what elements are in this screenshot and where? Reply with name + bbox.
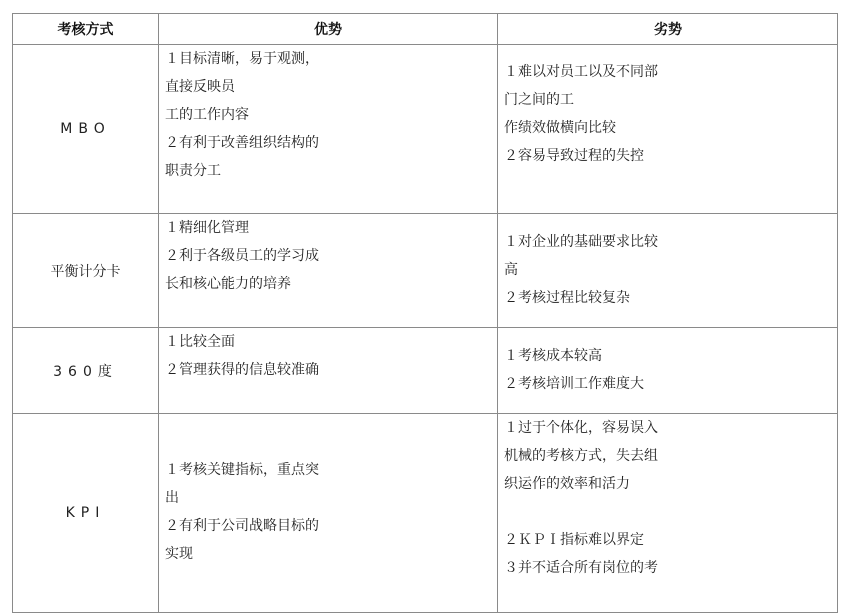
- text-line: ２容易导致过程的失控: [504, 148, 644, 164]
- method-cell: MBO: [60, 121, 111, 137]
- text-line: 织运作的效率和活力: [504, 476, 630, 492]
- text-line: １对企业的基础要求比较: [504, 234, 658, 250]
- text-line: 高: [504, 262, 518, 278]
- text-line: ２ＫＰＩ指标难以界定: [504, 532, 644, 548]
- text-line: ２管理获得的信息较准确: [165, 362, 319, 378]
- text-line: ３并不适合所有岗位的考: [504, 560, 658, 576]
- advantages-cell: [165, 214, 319, 298]
- disadvantages-cell: [504, 228, 658, 312]
- advantages-cell: [165, 328, 319, 384]
- text-line: ２考核过程比较复杂: [504, 290, 630, 306]
- text-line: １难以对员工以及不同部: [504, 64, 658, 80]
- method-cell: 平衡计分卡: [50, 263, 121, 280]
- text-line: １过于个体化，容易误入: [504, 420, 658, 436]
- text-line: ２利于各级员工的学习成: [165, 248, 319, 264]
- advantages-cell: [165, 456, 319, 568]
- header-disadvantages: 劣势: [654, 22, 682, 38]
- text-line: ２有利于公司战略目标的: [165, 518, 319, 534]
- disadvantages-cell: [504, 342, 644, 398]
- method-cell: 360度: [53, 363, 118, 380]
- text-line: 作绩效做横向比较: [504, 120, 616, 136]
- text-line: １比较全面: [165, 334, 235, 350]
- advantages-cell: [165, 45, 319, 185]
- text-line: 门之间的工: [504, 92, 574, 108]
- text-line: ２有利于改善组织结构的: [165, 135, 319, 151]
- text-line: ２考核培训工作难度大: [504, 376, 644, 392]
- comparison-table: [12, 13, 838, 613]
- disadvantages-cell: [504, 414, 658, 582]
- column-divider: [158, 14, 159, 612]
- text-line: [504, 498, 658, 526]
- text-line: 出: [165, 490, 179, 506]
- disadvantages-cell: [504, 58, 658, 170]
- column-divider: [497, 14, 498, 612]
- method-cell: KPI: [65, 505, 106, 521]
- text-line: １考核关键指标，重点突: [165, 462, 319, 478]
- text-line: 机械的考核方式，失去组: [504, 448, 658, 464]
- text-line: １精细化管理: [165, 220, 249, 236]
- header-method: 考核方式: [57, 22, 114, 38]
- text-line: 职责分工: [165, 163, 221, 179]
- header-advantages: 优势: [314, 22, 342, 38]
- text-line: １考核成本较高: [504, 348, 602, 364]
- text-line: １目标清晰，易于观测，: [165, 51, 319, 67]
- text-line: 长和核心能力的培养: [165, 276, 291, 292]
- text-line: 直接反映员: [165, 79, 235, 95]
- text-line: 实现: [165, 546, 193, 562]
- text-line: 工的工作内容: [165, 107, 249, 123]
